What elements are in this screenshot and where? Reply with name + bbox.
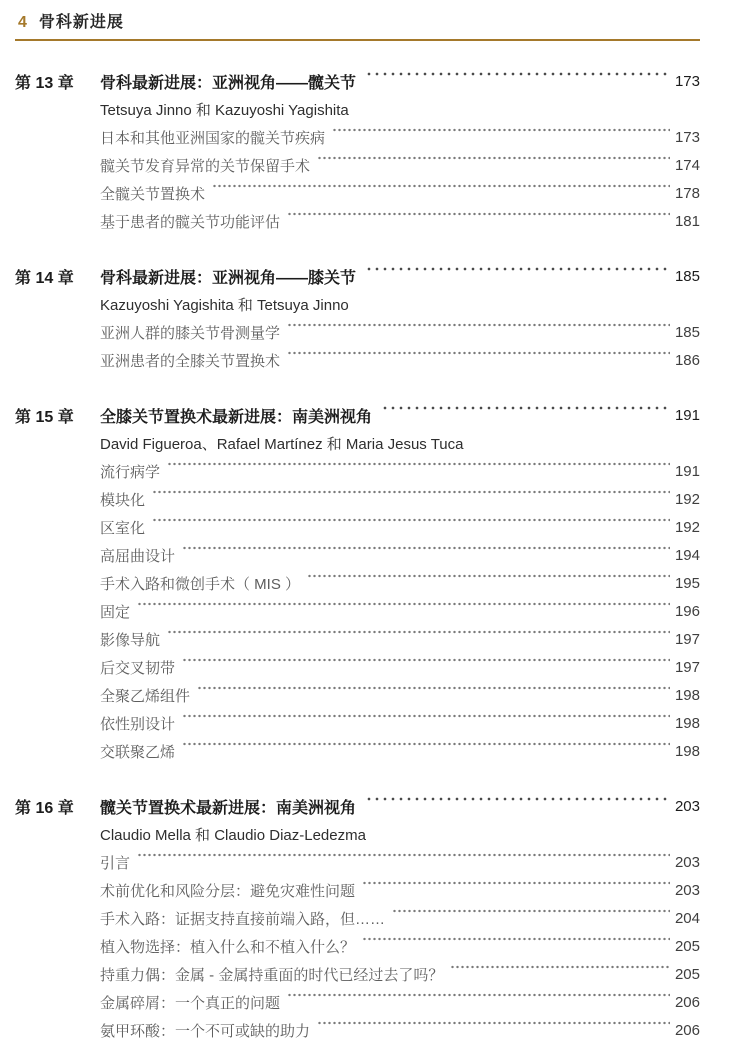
chapter-title: 全膝关节置换术最新进展：南美洲视角 (100, 408, 373, 426)
chapter-heading-row (15, 262, 700, 290)
entry-page-number: 174 (674, 156, 700, 174)
entry-title: 日本和其他亚洲国家的髋关节疾病 (100, 129, 326, 147)
chapter-block (15, 67, 700, 235)
toc-entry-row (15, 1016, 700, 1038)
chapter-entries (15, 318, 700, 374)
toc-entry-row (15, 681, 700, 709)
chapter-authors-row (15, 820, 700, 848)
dot-leader (197, 681, 670, 709)
entry-title: 引言 (100, 854, 131, 872)
chapter-block (15, 792, 700, 1038)
toc-entry-row (15, 960, 700, 988)
entry-title: 全聚乙烯组件 (100, 687, 191, 705)
entry-page-number: 204 (674, 909, 700, 927)
dot-leader (152, 485, 670, 513)
chapter-authors-row (15, 95, 700, 123)
toc-entry-row (15, 151, 700, 179)
toc-list (15, 67, 700, 1038)
dot-leader (287, 988, 670, 1016)
entry-page-number: 192 (674, 490, 700, 508)
chapter-page-number: 191 (674, 406, 700, 424)
entry-page-number: 194 (674, 546, 700, 564)
entry-title: 手术入路：证据支持直接前端入路，但…… (100, 910, 386, 928)
entry-page-number: 186 (674, 351, 700, 369)
toc-entry-row (15, 541, 700, 569)
dot-leader (332, 123, 670, 151)
header-rule (15, 39, 700, 41)
chapter-label: 第 14 章 (15, 269, 74, 287)
toc-entry-row (15, 346, 700, 374)
toc-entry-row (15, 737, 700, 765)
chapter-authors-row (15, 290, 700, 318)
entry-page-number: 205 (674, 937, 700, 955)
dot-leader (287, 207, 670, 235)
entry-title: 固定 (100, 603, 131, 621)
dot-leader (365, 262, 670, 290)
dot-leader (317, 151, 670, 179)
entry-title: 手术入路和微创手术（ MIS ） (100, 575, 301, 593)
entry-page-number: 173 (674, 128, 700, 146)
chapter-page-number: 173 (674, 72, 700, 90)
chapter-title: 骨科最新进展：亚洲视角——髋关节 (100, 74, 357, 92)
dot-leader (450, 960, 670, 988)
entry-title: 髋关节发育异常的关节保留手术 (100, 157, 311, 175)
entry-title: 全髋关节置换术 (100, 185, 206, 203)
entry-title: 交联聚乙烯 (100, 743, 176, 761)
entry-page-number: 178 (674, 184, 700, 202)
entry-title: 高屈曲设计 (100, 547, 176, 565)
dot-leader (182, 541, 670, 569)
chapter-label: 第 15 章 (15, 408, 74, 426)
entry-page-number: 185 (674, 323, 700, 341)
toc-entry-row (15, 709, 700, 737)
entry-title: 区室化 (100, 519, 146, 537)
chapter-authors: Kazuyoshi Yagishita 和 Tetsuya Jinno (100, 296, 349, 314)
dot-leader (167, 457, 670, 485)
entry-title: 基于患者的髋关节功能评估 (100, 213, 281, 231)
entry-title: 术前优化和风险分层：避免灾难性问题 (100, 882, 356, 900)
entry-title: 模块化 (100, 491, 146, 509)
toc-entry-row (15, 988, 700, 1016)
toc-entry-row (15, 318, 700, 346)
entry-title: 氨甲环酸：一个不可或缺的助力 (100, 1022, 311, 1038)
toc-entry-row (15, 653, 700, 681)
entry-page-number: 196 (674, 602, 700, 620)
entry-title: 影像导航 (100, 631, 161, 649)
toc-entry-row (15, 625, 700, 653)
toc-entry-row (15, 876, 700, 904)
toc-entry-row (15, 485, 700, 513)
toc-entry-row (15, 207, 700, 235)
dot-leader (392, 904, 670, 932)
page-number: 4 (18, 14, 27, 31)
toc-entry-row (15, 904, 700, 932)
dot-leader (212, 179, 670, 207)
toc-entry-row (15, 597, 700, 625)
entry-title: 亚洲患者的全膝关节置换术 (100, 352, 281, 370)
chapter-block (15, 262, 700, 374)
chapter-authors: David Figueroa、Rafael Martínez 和 Maria Jesus Tuca (100, 435, 464, 453)
chapter-page-number: 185 (674, 267, 700, 285)
entry-page-number: 197 (674, 658, 700, 676)
entry-page-number: 203 (674, 853, 700, 871)
dot-leader (182, 737, 670, 765)
entry-page-number: 206 (674, 993, 700, 1011)
chapter-heading-row (15, 67, 700, 95)
chapter-label: 第 13 章 (15, 74, 74, 92)
entry-page-number: 203 (674, 881, 700, 899)
dot-leader (287, 346, 670, 374)
entry-page-number: 181 (674, 212, 700, 230)
dot-leader (287, 318, 670, 346)
entry-page-number: 198 (674, 714, 700, 732)
chapter-page-number: 203 (674, 797, 700, 815)
toc-entry-row (15, 932, 700, 960)
entry-page-number: 197 (674, 630, 700, 648)
dot-leader (365, 67, 670, 95)
dot-leader (365, 792, 670, 820)
dot-leader (182, 709, 670, 737)
page-header (15, 9, 700, 32)
dot-leader (307, 569, 670, 597)
entry-page-number: 198 (674, 686, 700, 704)
dot-leader (362, 932, 670, 960)
toc-entry-row (15, 457, 700, 485)
entry-page-number: 206 (674, 1021, 700, 1038)
entry-title: 流行病学 (100, 463, 161, 481)
chapter-block (15, 401, 700, 765)
toc-entry-row (15, 569, 700, 597)
chapter-entries (15, 848, 700, 1038)
toc-entry-row (15, 848, 700, 876)
toc-entry-row (15, 123, 700, 151)
entry-title: 依性别设计 (100, 715, 176, 733)
dot-leader (317, 1016, 670, 1038)
dot-leader (362, 876, 670, 904)
chapter-label: 第 16 章 (15, 799, 74, 817)
toc-entry-row (15, 513, 700, 541)
entry-title: 后交叉韧带 (100, 659, 176, 677)
dot-leader (137, 597, 670, 625)
book-title: 骨科新进展 (38, 14, 124, 31)
chapter-heading-row (15, 792, 700, 820)
dot-leader (152, 513, 670, 541)
entry-page-number: 191 (674, 462, 700, 480)
chapter-authors: Tetsuya Jinno 和 Kazuyoshi Yagishita (100, 101, 349, 119)
chapter-heading-row (15, 401, 700, 429)
dot-leader (182, 653, 670, 681)
entry-title: 持重力偶：金属 - 金属持重面的时代已经过去了吗？ (100, 966, 444, 984)
dot-leader (381, 401, 670, 429)
entry-title: 植入物选择：植入什么和不植入什么？ (100, 938, 356, 956)
chapter-title: 髋关节置换术最新进展：南美洲视角 (100, 799, 357, 817)
entry-page-number: 205 (674, 965, 700, 983)
entry-title: 亚洲人群的膝关节骨测量学 (100, 324, 281, 342)
entry-page-number: 192 (674, 518, 700, 536)
chapter-title: 骨科最新进展：亚洲视角——膝关节 (100, 269, 357, 287)
chapter-authors-row (15, 429, 700, 457)
dot-leader (167, 625, 670, 653)
entry-page-number: 195 (674, 574, 700, 592)
entry-page-number: 198 (674, 742, 700, 760)
entry-title: 金属碎屑：一个真正的问题 (100, 994, 281, 1012)
dot-leader (137, 848, 670, 876)
chapter-entries (15, 457, 700, 765)
chapter-entries (15, 123, 700, 235)
chapter-authors: Claudio Mella 和 Claudio Diaz-Ledezma (100, 826, 366, 844)
toc-entry-row (15, 179, 700, 207)
